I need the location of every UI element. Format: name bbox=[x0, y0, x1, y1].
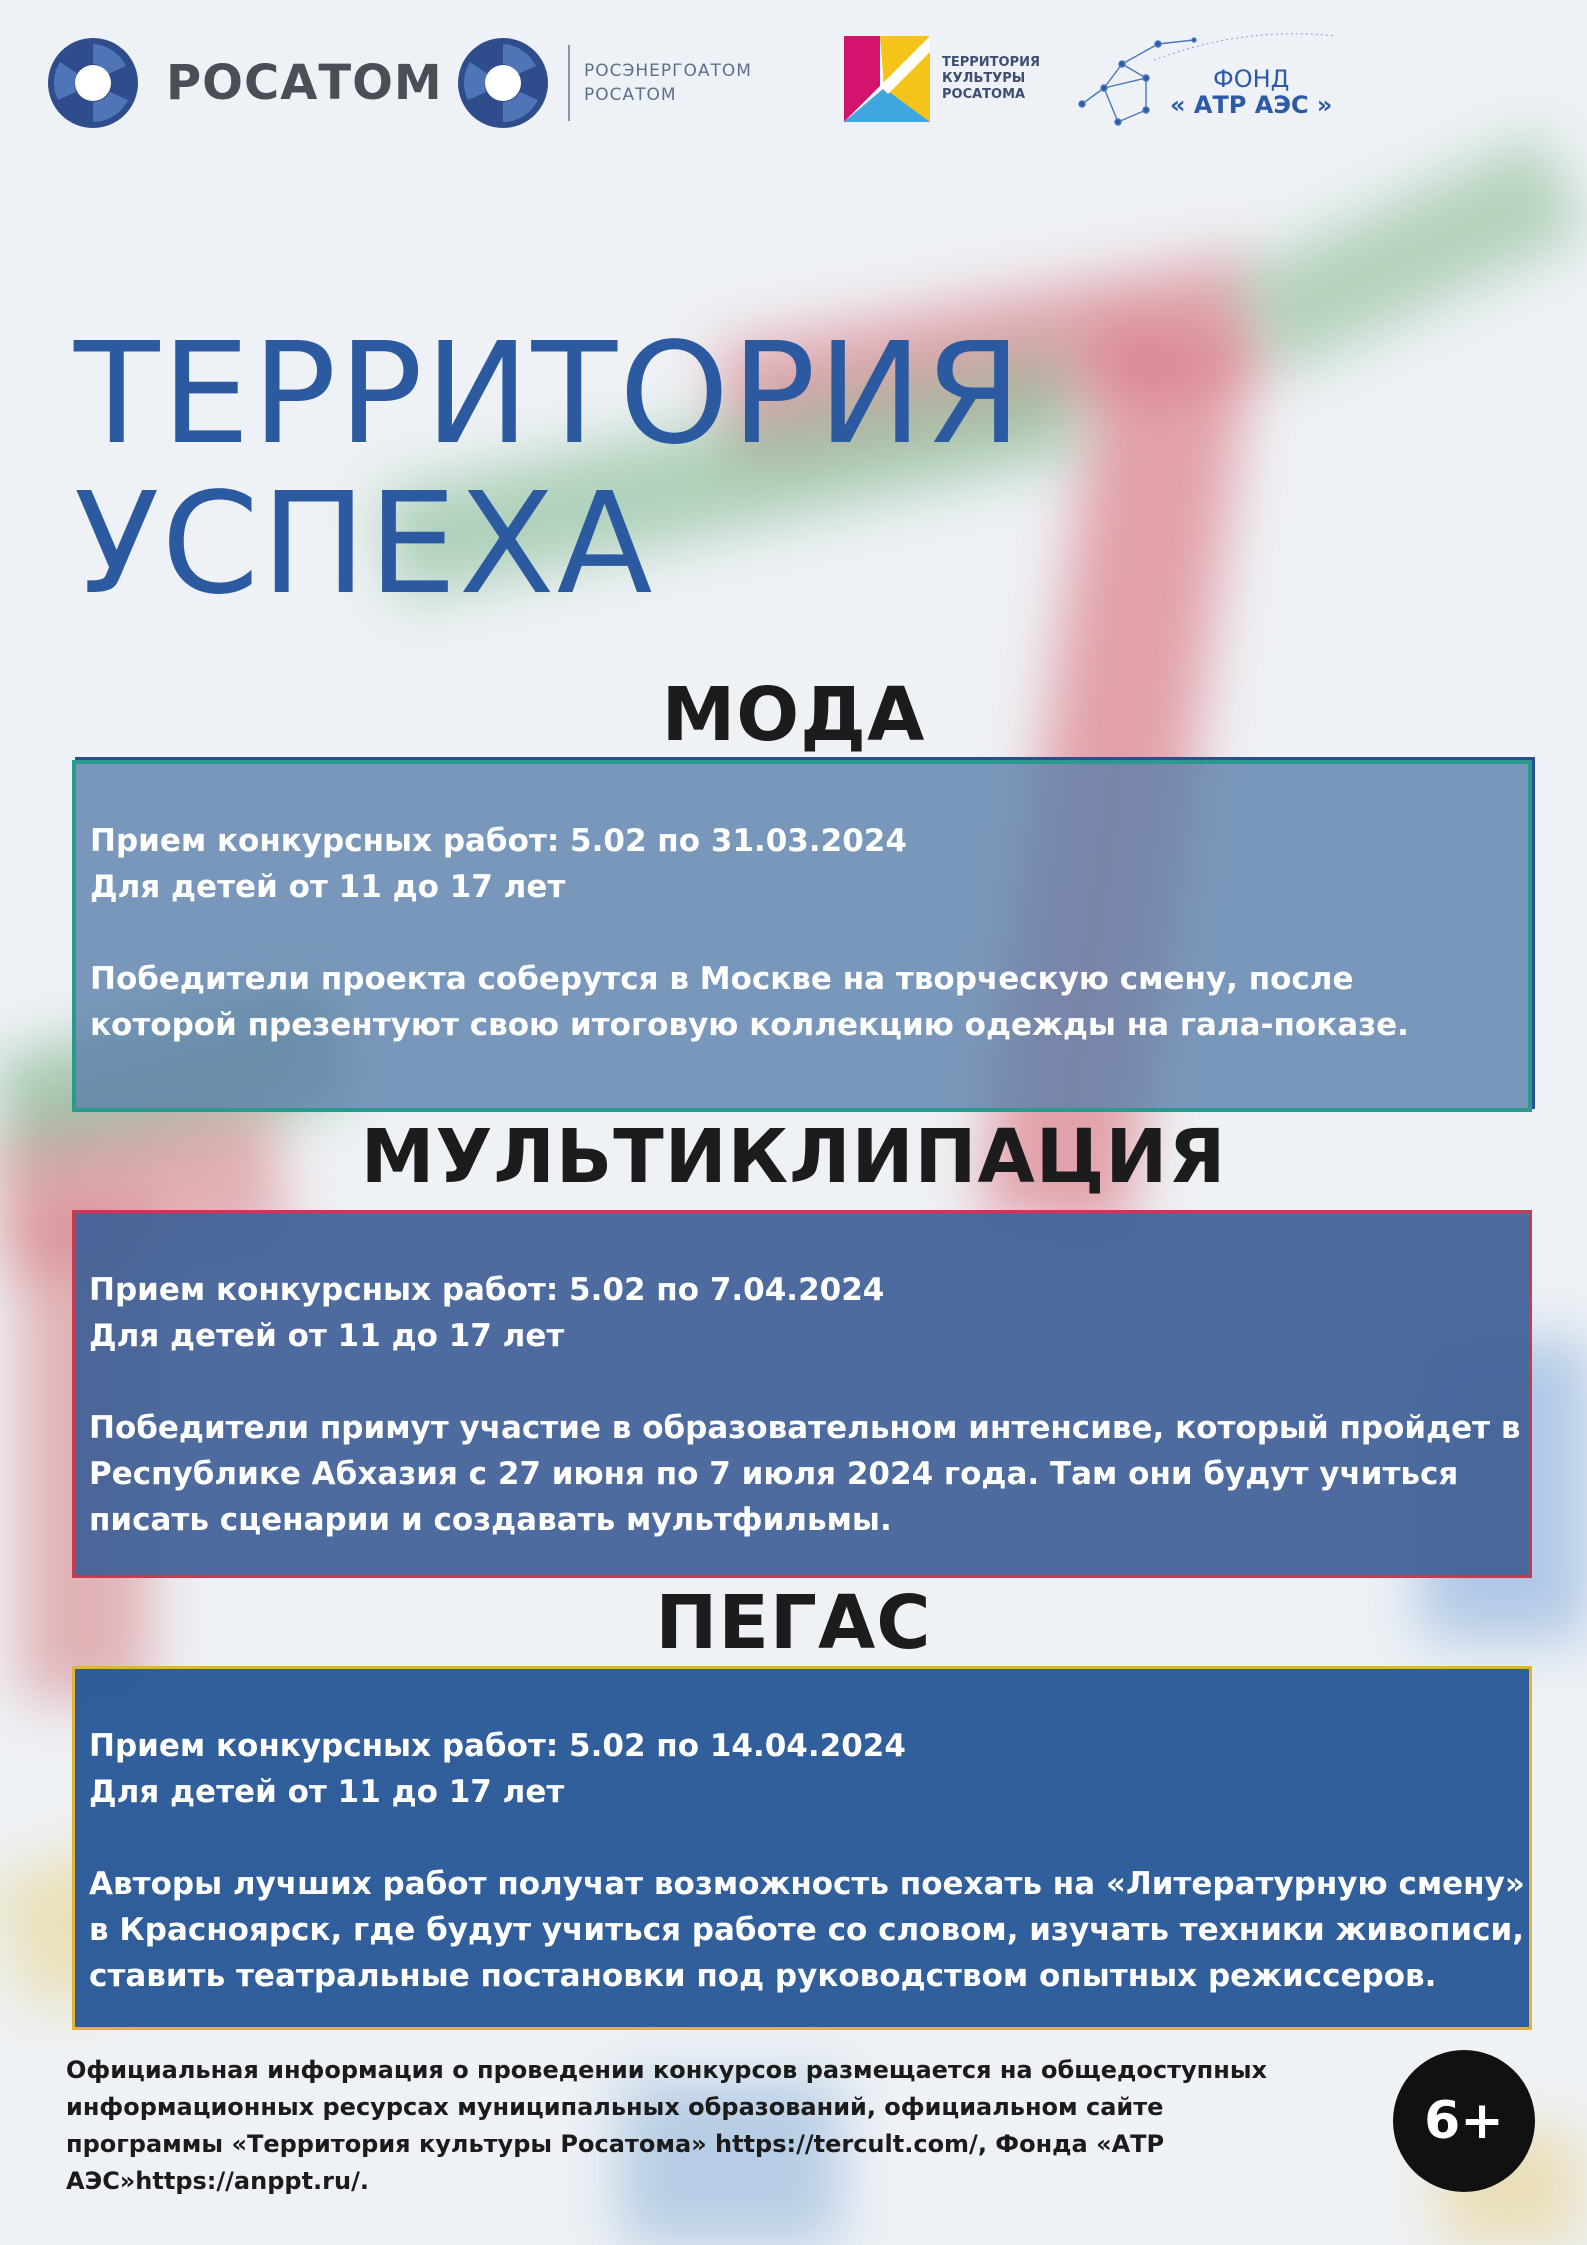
rosenergoatom-atom-icon bbox=[458, 38, 548, 128]
footer-official-info bbox=[66, 2052, 1326, 2200]
description-moda-line2: которой презентуют свою итоговую коллекцию одежды на гала-показе. bbox=[90, 1007, 1409, 1043]
description-multiclipation-line1: Победители примут участие в образовательном интенсиве, который пройдет в bbox=[89, 1410, 1521, 1446]
footer-line1: Официальная информация о проведении конкурсов размещается на общедоступных bbox=[66, 2056, 1268, 2084]
page-title bbox=[74, 313, 1024, 626]
age-range-multiclipation: Для детей от 11 до 17 лет bbox=[89, 1318, 565, 1354]
heading-pegas-text: ПЕГАС bbox=[655, 1580, 932, 1666]
age-rating-text: 6+ bbox=[1424, 2091, 1504, 2151]
description-pegas-line1: Авторы лучших работ получат возможность поехать на «Литературную смену» bbox=[89, 1866, 1525, 1902]
accept-dates-pegas: Прием конкурсных работ: 5.02 по 14.04.2024 bbox=[89, 1728, 906, 1764]
rosatom-logo bbox=[48, 38, 443, 128]
territory-culture-logo bbox=[844, 36, 1040, 122]
rosatom-atom-icon bbox=[48, 38, 138, 128]
section-heading-multiclipation bbox=[0, 1114, 1587, 1200]
territory-k-icon bbox=[844, 36, 930, 122]
territory-line2: КУЛЬТУРЫ bbox=[942, 71, 1026, 86]
description-moda-line1: Победители проекта соберутся в Москве на творческую смену, после bbox=[90, 961, 1354, 997]
section-heading-moda bbox=[0, 672, 1587, 758]
title-line1: ТЕРРИТОРИЯ bbox=[74, 313, 1024, 476]
age-range-moda: Для детей от 11 до 17 лет bbox=[90, 869, 566, 905]
title-line2: УСПЕХА bbox=[74, 463, 655, 626]
description-pegas-line2: в Красноярск, где будут учиться работе со словом, изучать техники живописи, bbox=[89, 1912, 1524, 1948]
rosenergoatom-logo bbox=[458, 38, 752, 128]
territory-line3: РОСАТОМА bbox=[942, 87, 1026, 102]
heading-multiclipation-text: МУЛЬТИКЛИПАЦИЯ bbox=[360, 1114, 1227, 1200]
rosenergoatom-line1: РОСЭНЕРГОАТОМ bbox=[584, 61, 752, 81]
description-pegas-line3: ставить театральные постановки под руководством опытных режиссеров. bbox=[89, 1958, 1437, 1994]
section-heading-pegas bbox=[0, 1580, 1587, 1666]
footer-line4: АЭС»https://anppt.ru/. bbox=[66, 2167, 369, 2195]
rosenergoatom-text bbox=[584, 59, 752, 107]
rosatom-logo-text: РОСАТОМ bbox=[166, 55, 443, 111]
age-range-pegas: Для детей от 11 до 17 лет bbox=[89, 1774, 565, 1810]
fund-line2: « АТР АЭС » bbox=[1170, 91, 1333, 119]
territory-line1: ТЕРРИТОРИЯ bbox=[942, 55, 1041, 70]
rosenergoatom-line2: РОСАТОМ bbox=[584, 85, 677, 105]
info-card-pegas bbox=[72, 1666, 1532, 2030]
territory-culture-text bbox=[942, 55, 1040, 103]
logo-divider bbox=[568, 45, 570, 121]
header-logos bbox=[48, 30, 1539, 140]
description-multiclipation-line2: Республике Абхазия с 27 июня по 7 июля 2024 года. Там они будут учиться bbox=[89, 1456, 1459, 1492]
fund-line1: ФОНД bbox=[1213, 65, 1290, 93]
description-multiclipation-line3: писать сценарии и создавать мультфильмы. bbox=[89, 1502, 892, 1538]
fund-atr-aes-logo bbox=[1074, 30, 1344, 140]
age-rating-badge bbox=[1393, 2050, 1535, 2192]
footer-line2: информационных ресурсах муниципальных образований, официальном сайте bbox=[66, 2093, 1164, 2121]
info-card-moda bbox=[72, 760, 1532, 1112]
info-card-multiclipation bbox=[72, 1210, 1532, 1578]
footer-line3: программы «Территория культуры Росатома» https://tercult.com/, Фонда «АТР bbox=[66, 2130, 1165, 2158]
heading-moda-text: МОДА bbox=[661, 672, 926, 758]
accept-dates-moda: Прием конкурсных работ: 5.02 по 31.03.2024 bbox=[90, 823, 907, 859]
fund-logo-text bbox=[1170, 66, 1332, 118]
accept-dates-multiclipation: Прием конкурсных работ: 5.02 по 7.04.2024 bbox=[89, 1272, 885, 1308]
